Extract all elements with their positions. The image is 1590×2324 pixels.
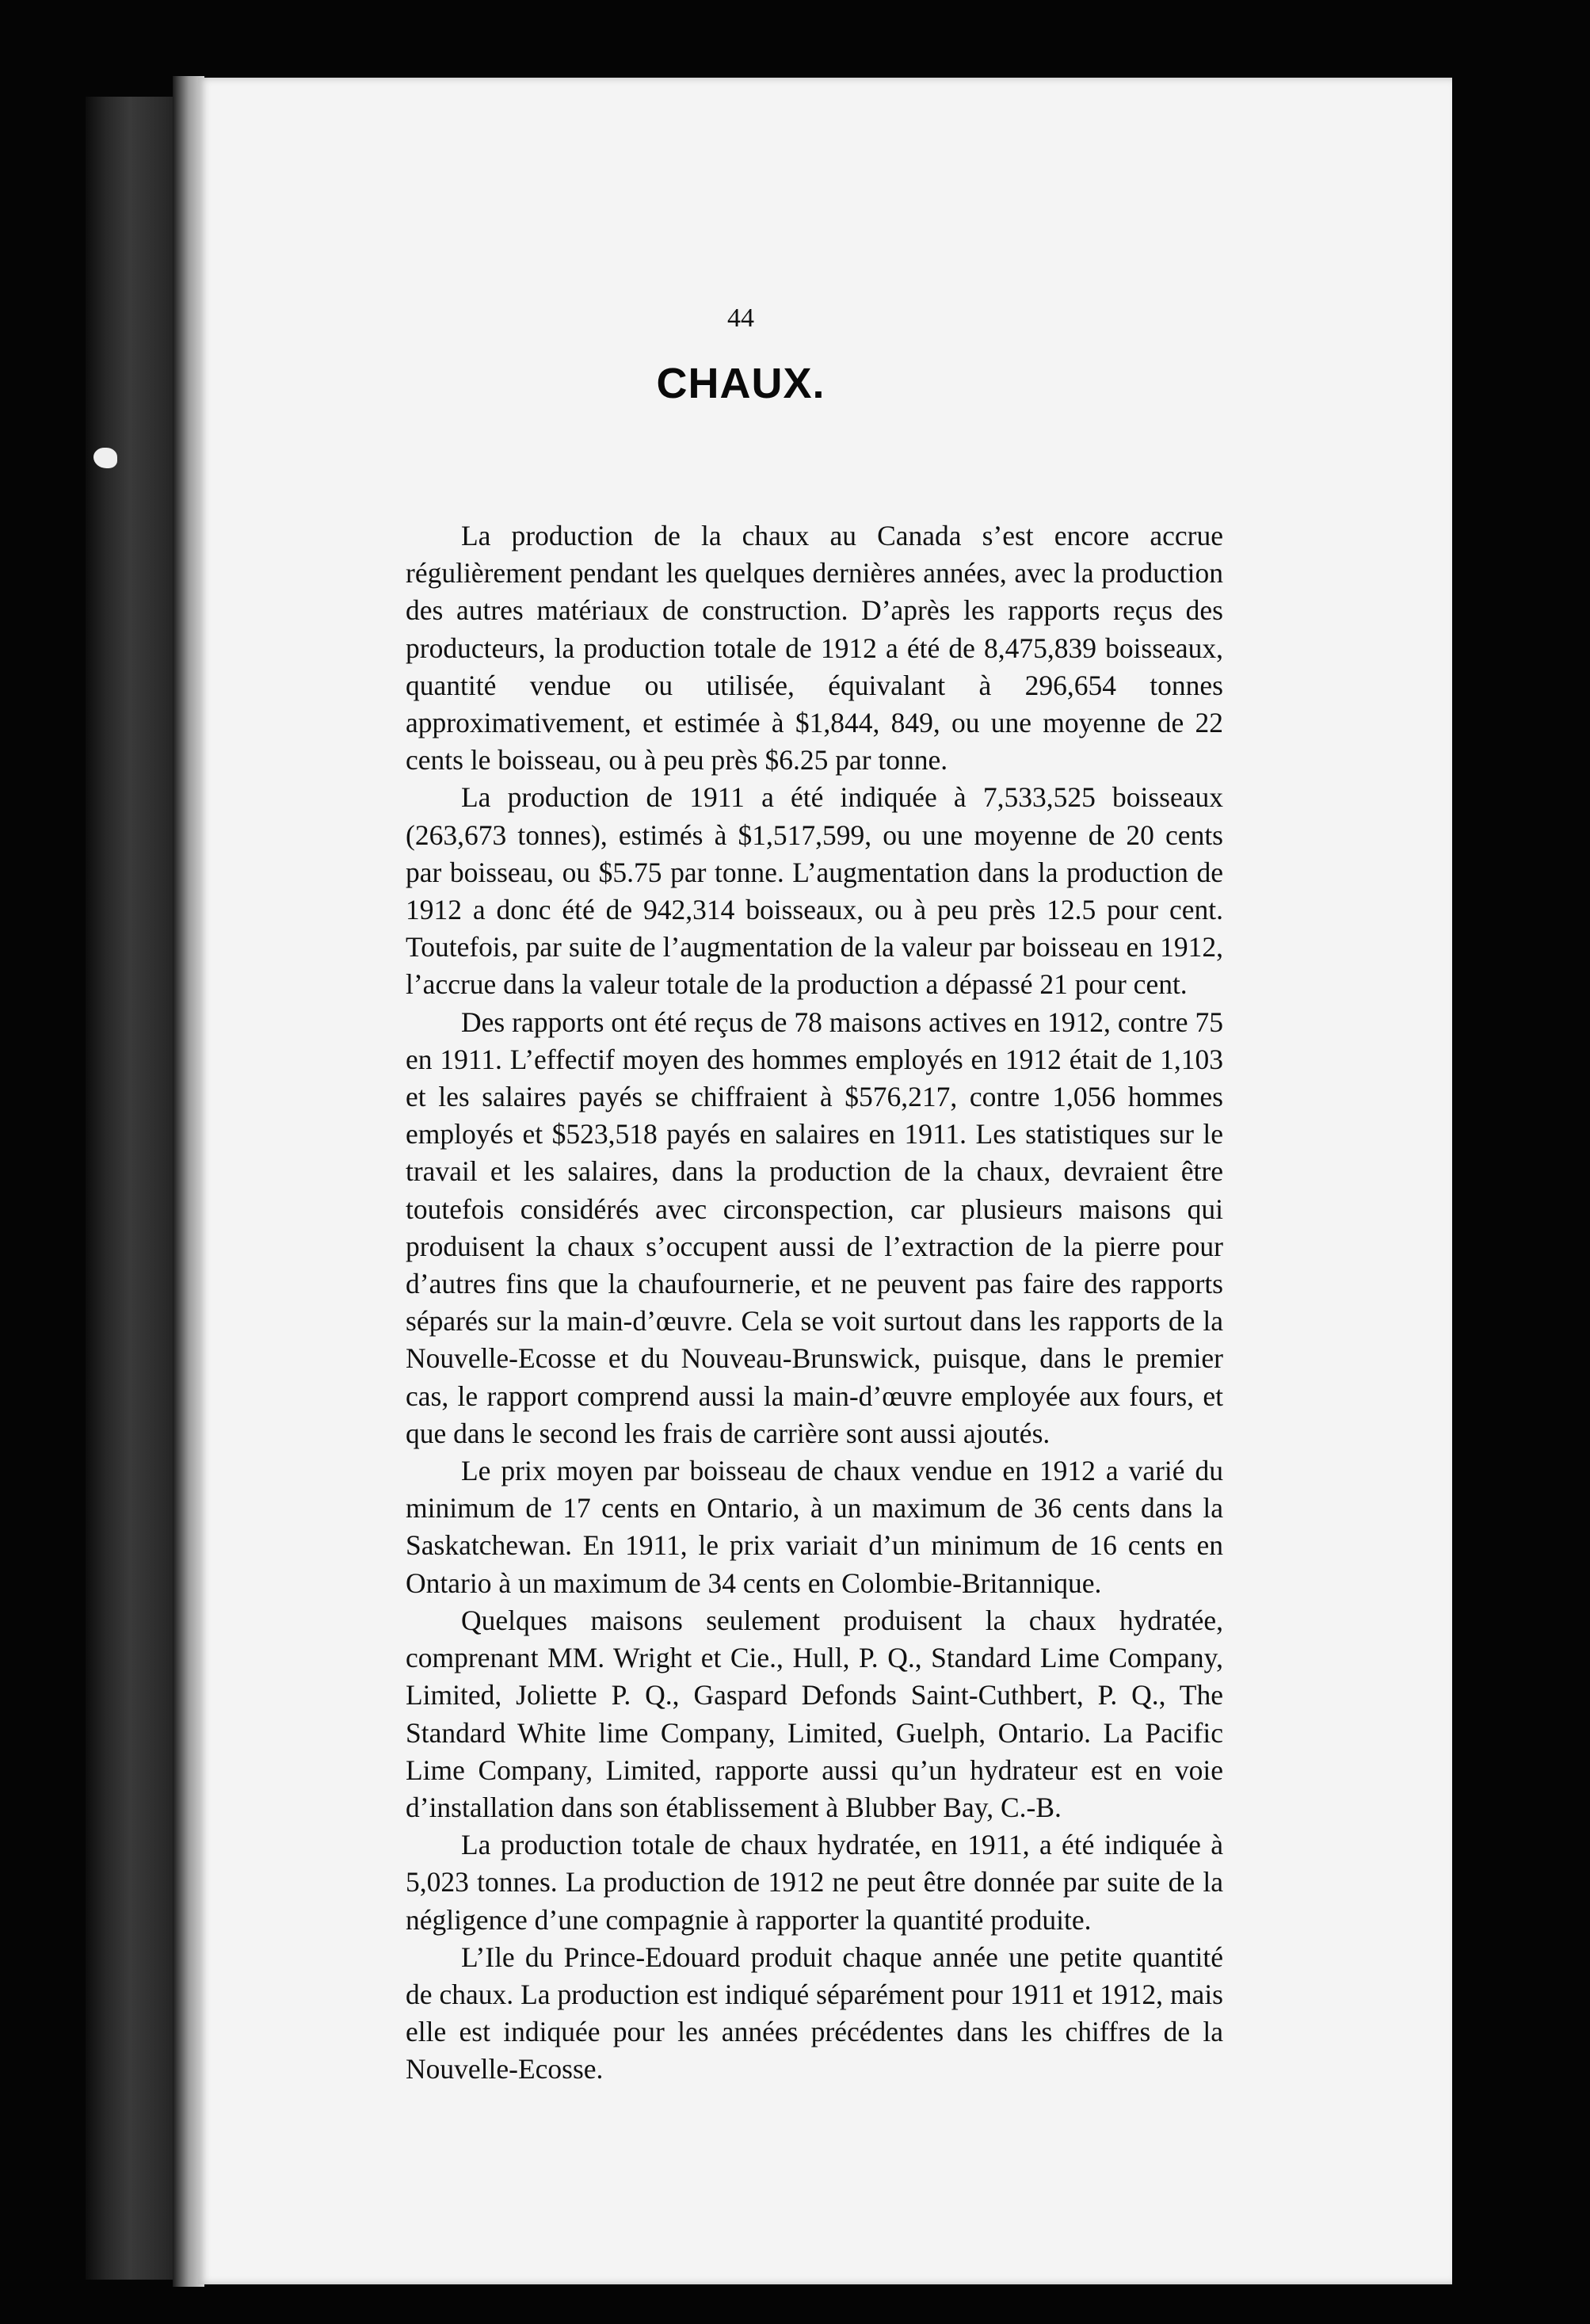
paragraph: La production de 1911 a été indiquée à 7,533,525 boisseaux (263,673 tonnes), estimés à $1,517,599, ou une moyenne de 20 cents par boisseau, ou $5.75 par tonne. L’augmentation dans la production de 1912 a donc été de 942,314 boisseaux, ou à peu près 12.5 pour cent. Toutefois, par suite de l’augmentation de la valeur par boisseau en 1912, l’accrue dans la valeur totale de la production a dépassé 21 pour cent. xyxy=(406,781,1223,1001)
body-text xyxy=(406,517,1223,2089)
margin-mark xyxy=(93,448,117,468)
paragraph: La production de la chaux au Canada s’est encore accrue régulièrement pendant les quelques dernières années, avec la production des autres matériaux de construction. D’après les rapports reçus des producteurs, la production totale de 1912 a été de 8,475,839 boisseaux, quantité vendue ou utilisée, équivalant à 296,654 tonnes approximativement, et estimée à $1,844, 849, ou une moyenne de 22 cents le boisseau, ou à peu près $6.25 par tonne. xyxy=(406,520,1223,777)
page-number: 44 xyxy=(727,303,754,333)
paragraph: Des rapports ont été reçus de 78 maisons actives en 1912, contre 75 en 1911. L’effectif moyen des hommes employés en 1912 était de 1,103 et les salaires payés se chiffraient à $576,217, contre 1,056 hommes employés et $523,518 payés en salaires en 1911. Les statistiques sur le travail et les salaires, dans la production de la chaux, devraient être toutefois considérés avec circonspection, car plusieurs maisons qui produisent la chaux s’occupent aussi de l’extraction de la pierre pour d’autres fins que la chaufournerie, et ne peuvent pas faire des rapports séparés sur la main-d’œuvre. Cela se voit surtout dans les rapports de la Nouvelle-Ecosse et du Nouveau-Brunswick, puisque, dans le premier cas, le rapport comprend aussi la main-d’œuvre employée aux fours, et que dans le second les frais de carrière sont aussi ajoutés. xyxy=(406,1006,1223,1449)
page-title: CHAUX. xyxy=(656,360,826,407)
paragraph: L’Ile du Prince-Edouard produit chaque année une petite quantité de chaux. La production est indiqué séparément pour 1911 et 1912, mais elle est indiquée pour les années précédentes dans les chiffres de la Nouvelle-Ecosse. xyxy=(406,1940,1223,2085)
document-page xyxy=(198,78,1452,2284)
paragraph: Quelques maisons seulement produisent la chaux hydratée, comprenant MM. Wright et Cie., Hull, P. Q., Standard Lime Company, Limited, Joliette P. Q., Gaspard Defonds Saint-Cuthbert, P. Q., The Standard White lime Company, Limited, Guelph, Ontario. La Pacific Lime Company, Limited, rapporte aussi qu’un hydrateur est en voie d’installation dans son établissement à Blubber Bay, C.-B. xyxy=(406,1604,1223,1823)
paragraph: Le prix moyen par boisseau de chaux vendue en 1912 a varié du minimum de 17 cents en Ontario, à un maximum de 36 cents dans la Saskatchewan. En 1911, le prix variait d’un minimum de 16 cents en Ontario à un maximum de 34 cents en Colombie-Britannique. xyxy=(406,1455,1223,1599)
paragraph: La production totale de chaux hydratée, en 1911, a été indiquée à 5,023 tonnes. La production de 1912 ne peut être donnée par suite de la négligence d’une compagnie à rapporter la quantité produite. xyxy=(406,1829,1223,1936)
